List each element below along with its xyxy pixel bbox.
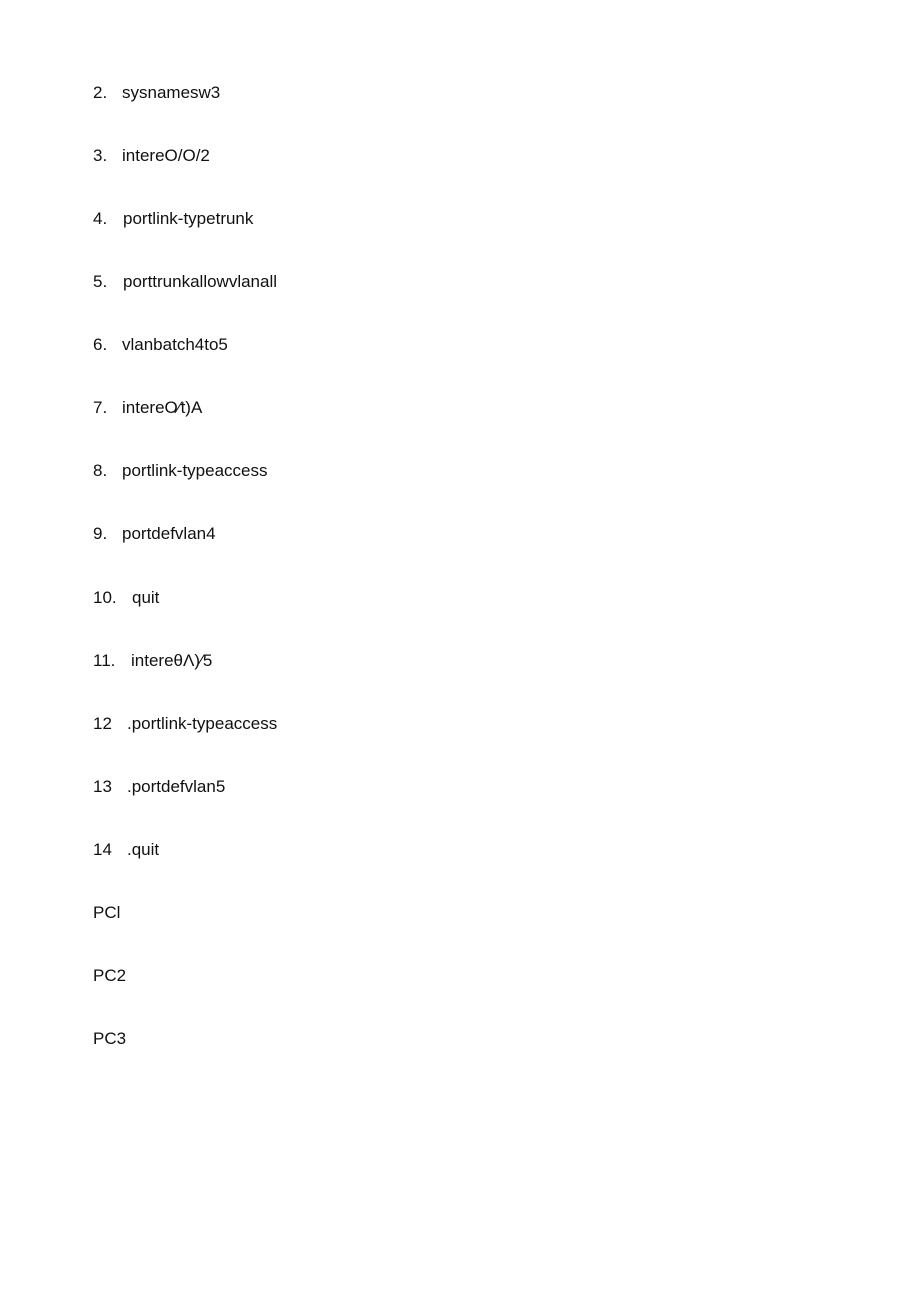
list-item [93,207,253,231]
list-item-number: 13 [93,777,112,796]
list-item-number: 12 [93,714,112,733]
list-item-text: vlanbatch4to5 [122,335,228,354]
list-item [93,270,277,294]
list-item [93,712,277,736]
list-item-text: portlink-typetrunk [123,209,254,228]
list-item-number: 11. [93,651,116,670]
list-item-text: intereθΛ)⁄5 [131,651,213,670]
list-item-number: 10. [93,588,117,607]
list-item-number: 9. [93,524,108,543]
list-item [93,81,220,105]
pc-label: PC3 [93,1029,127,1048]
list-item-text: intereO⁄t)A [122,398,203,417]
list-item-number: 3. [93,146,108,165]
list-item [93,396,202,420]
list-item-text: portlink-typeaccess [122,461,268,480]
list-item-text: portdefvlan4 [122,524,216,543]
list-item-number: 7. [93,398,108,417]
list-item [93,333,228,357]
list-item-text: quit [132,588,160,607]
list-item-number: 4. [93,209,108,228]
list-item-text: sysnamesw3 [122,83,221,102]
list-item [93,586,159,610]
pc-label: PCl [93,903,121,922]
list-item-number: 6. [93,335,108,354]
list-item [93,459,268,483]
list-item-number: 5. [93,272,108,291]
list-item-number: 14 [93,840,112,859]
list-item [93,144,210,168]
list-item-text: intereO/O/2 [122,146,210,165]
list-item [93,838,159,862]
list-item-text: .portdefvlan5 [127,777,226,796]
pc-label: PC2 [93,966,127,985]
list-item [93,649,212,673]
list-item-text: .portlink-typeaccess [127,714,278,733]
list-item-text: porttrunkallowvlanall [123,272,278,291]
list-item-number: 2. [93,83,108,102]
list-item [93,522,216,546]
list-item [93,775,225,799]
list-item-text: .quit [127,840,160,859]
list-item-number: 8. [93,461,108,480]
